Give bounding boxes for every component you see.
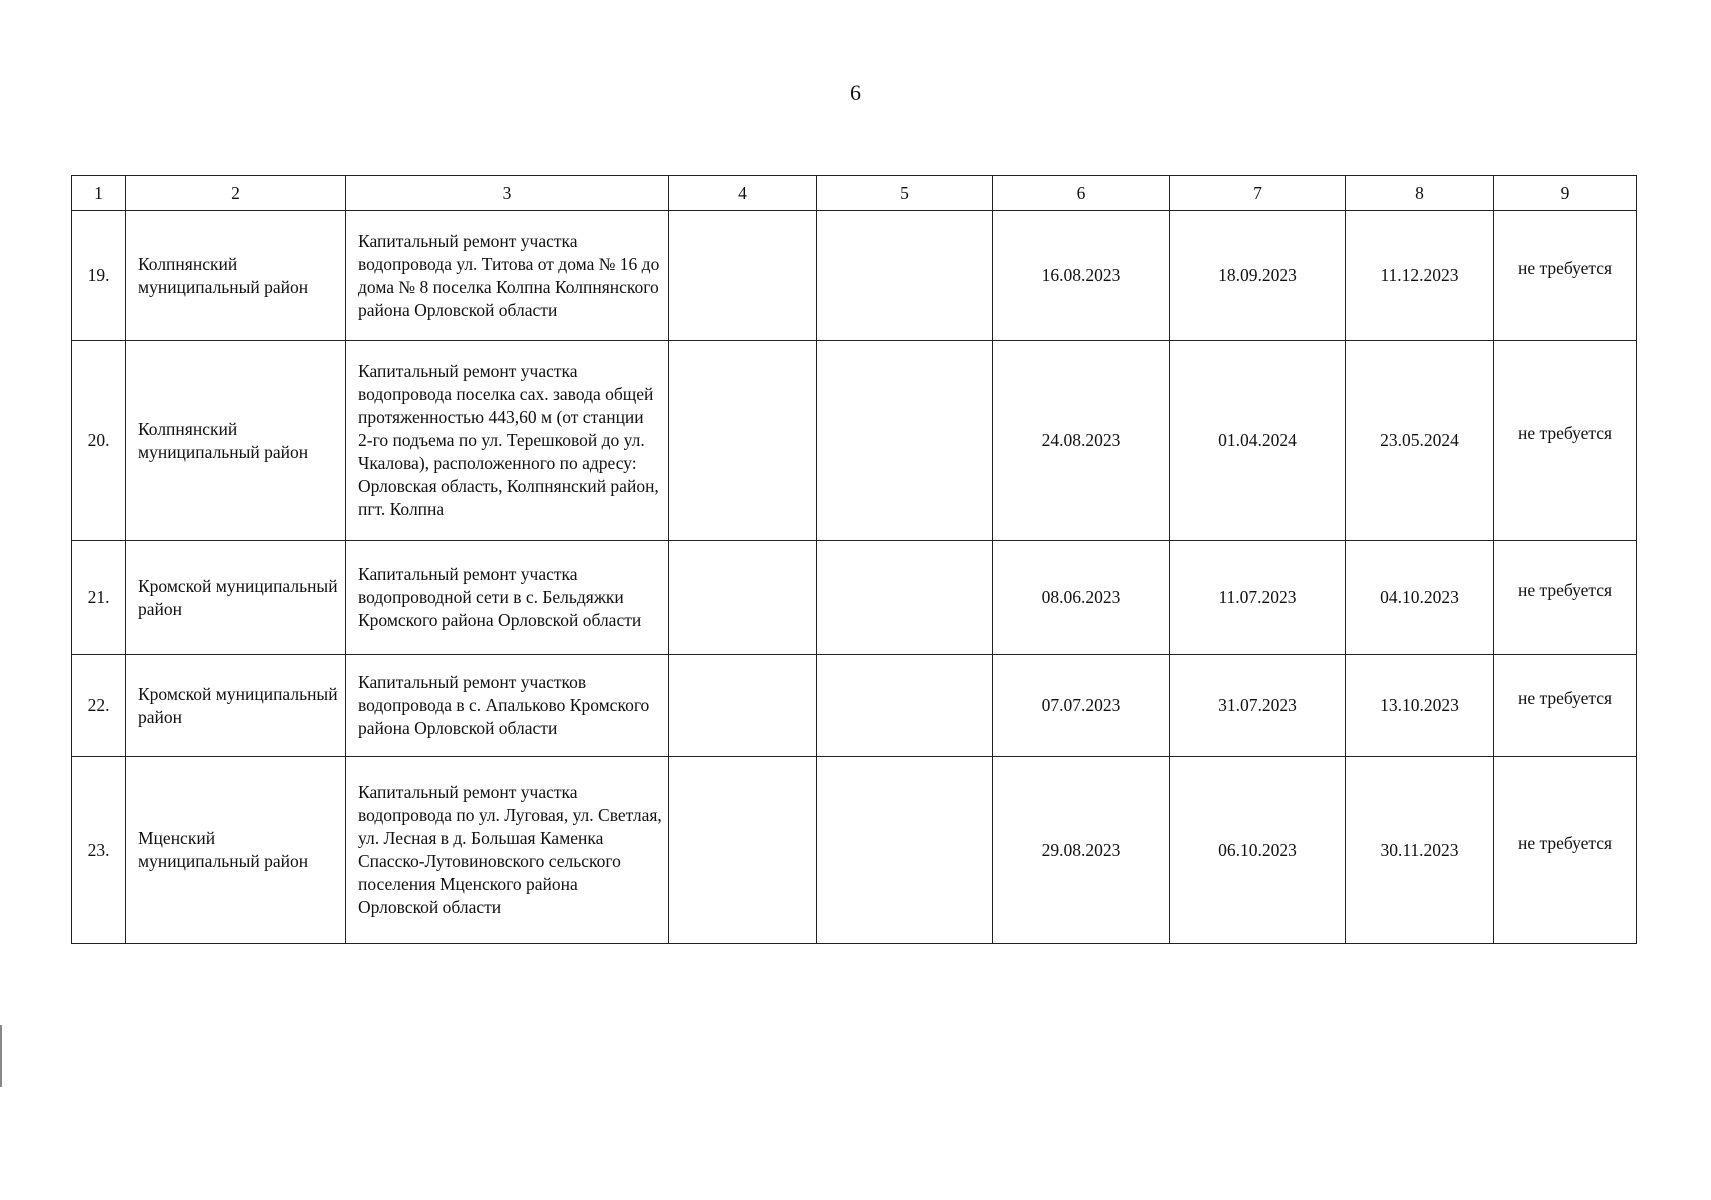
- date-col8-cell: 13.10.2023: [1346, 655, 1494, 757]
- col4-cell: [669, 757, 817, 944]
- page-number: 6: [850, 80, 861, 105]
- date-col6-cell: 07.07.2023: [993, 655, 1170, 757]
- status-cell: [1494, 541, 1637, 655]
- col5-cell: [817, 655, 993, 757]
- col5-cell: [817, 211, 993, 341]
- header-cell: 1: [72, 176, 126, 211]
- date-col6-cell: 24.08.2023: [993, 341, 1170, 541]
- district-cell: Колпнянский муниципальный район: [126, 341, 346, 541]
- table-row: [72, 541, 1637, 655]
- date-col7-cell: 06.10.2023: [1170, 757, 1346, 944]
- date-col7-cell: 31.07.2023: [1170, 655, 1346, 757]
- date-col6-cell: 29.08.2023: [993, 757, 1170, 944]
- district-cell: Кромской муниципальный район: [126, 655, 346, 757]
- col4-cell: [669, 341, 817, 541]
- date-col6-cell: 08.06.2023: [993, 541, 1170, 655]
- row-number: 22.: [72, 655, 126, 757]
- col4-cell: [669, 541, 817, 655]
- description-cell: Капитальный ремонт участков водопровода в с. Апальково Кромского района Орловской области: [346, 655, 669, 757]
- header-cell: 9: [1494, 176, 1637, 211]
- row-number: 21.: [72, 541, 126, 655]
- date-col6-cell: 16.08.2023: [993, 211, 1170, 341]
- description-cell: Капитальный ремонт участка водопровода поселка сах. завода общей протяженностью 443,60 м (от станции 2-го подъема по ул. Терешковой до ул. Чкалова), расположенного по адресу: Орловская область, Колпнянский район, пгт. Колпна: [346, 341, 669, 541]
- header-cell: 2: [126, 176, 346, 211]
- status-cell: [1494, 211, 1637, 341]
- date-col8-cell: 11.12.2023: [1346, 211, 1494, 341]
- row-number: 19.: [72, 211, 126, 341]
- scan-edge-mark: [0, 1025, 2, 1087]
- table-row: [72, 655, 1637, 757]
- status-text: не требуется: [1517, 580, 1613, 600]
- description-cell: Капитальный ремонт участка водопроводной сети в с. Бельдяжки Кромского района Орловской области: [346, 541, 669, 655]
- date-col8-cell: 23.05.2024: [1346, 341, 1494, 541]
- status-text: не требуется: [1517, 832, 1613, 853]
- col5-cell: [817, 541, 993, 655]
- header-cell: 7: [1170, 176, 1346, 211]
- col4-cell: [669, 655, 817, 757]
- date-col7-cell: 11.07.2023: [1170, 541, 1346, 655]
- status-cell: [1494, 655, 1637, 757]
- row-number: 23.: [72, 757, 126, 944]
- col5-cell: [817, 341, 993, 541]
- col4-cell: [669, 211, 817, 341]
- district-cell: Мценский муниципальный район: [126, 757, 346, 944]
- description-cell: Капитальный ремонт участка водопровода ул. Титова от дома № 16 до дома № 8 поселка Колпна Колпнянского района Орловской области: [346, 211, 669, 341]
- col5-cell: [817, 757, 993, 944]
- header-cell: 8: [1346, 176, 1494, 211]
- header-cell: 6: [993, 176, 1170, 211]
- table-row: [72, 757, 1637, 944]
- date-col7-cell: 18.09.2023: [1170, 211, 1346, 341]
- header-cell: 4: [669, 176, 817, 211]
- row-number: 20.: [72, 341, 126, 541]
- table-row: [72, 211, 1637, 341]
- date-col7-cell: 01.04.2024: [1170, 341, 1346, 541]
- status-cell: [1494, 757, 1637, 944]
- description-cell: Капитальный ремонт участка водопровода по ул. Луговая, ул. Светлая, ул. Лесная в д. Большая Каменка Спасско-Лутовиновского сельского поселения Мценского района Орловской области: [346, 757, 669, 944]
- status-text: не требуется: [1517, 258, 1613, 278]
- header-cell: 5: [817, 176, 993, 211]
- table-row: [72, 341, 1637, 541]
- status-cell: [1494, 341, 1637, 541]
- works-table: [71, 175, 1637, 944]
- date-col8-cell: 04.10.2023: [1346, 541, 1494, 655]
- status-text: не требуется: [1517, 423, 1613, 443]
- date-col8-cell: 30.11.2023: [1346, 757, 1494, 944]
- district-cell: Колпнянский муниципальный район: [126, 211, 346, 341]
- district-cell: Кромской муниципальный район: [126, 541, 346, 655]
- header-cell: 3: [346, 176, 669, 211]
- header-row: [72, 176, 1637, 211]
- status-text: не требуется: [1517, 688, 1613, 708]
